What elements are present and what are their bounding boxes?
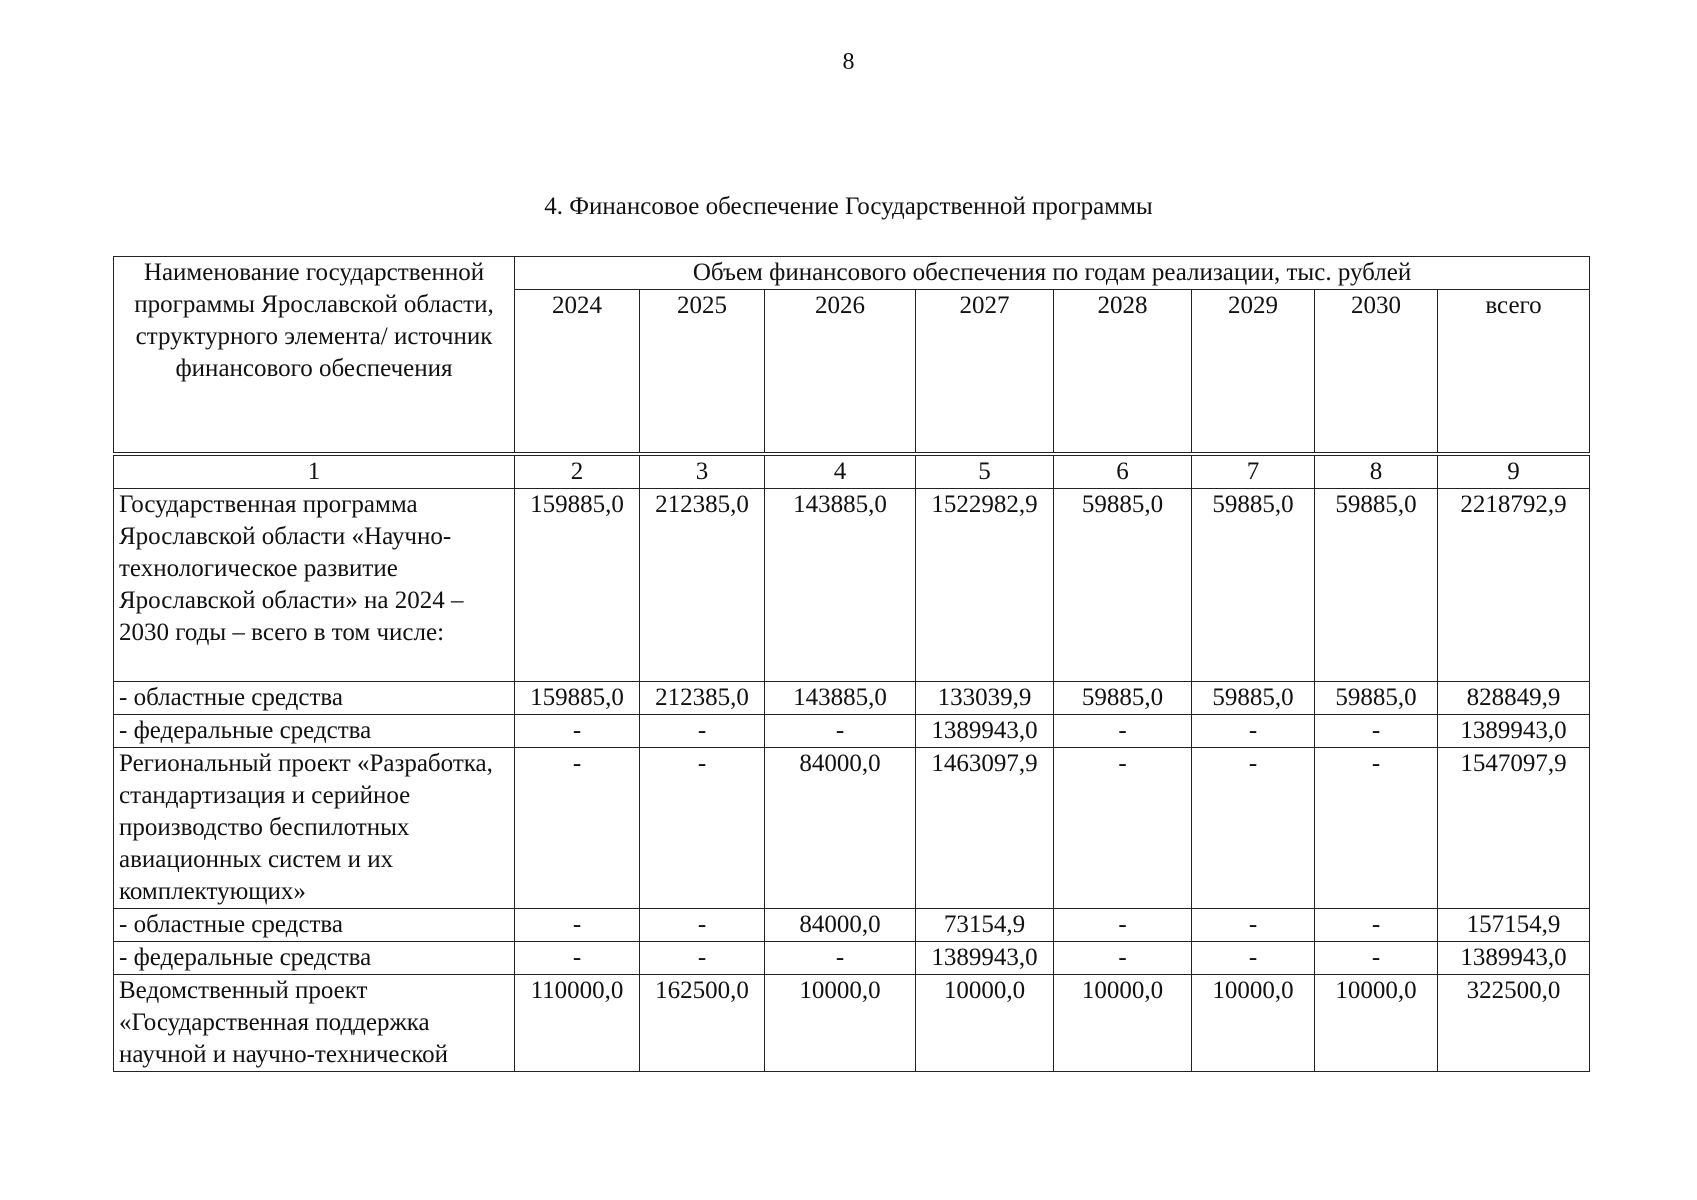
value-cell: 59885,0: [1315, 682, 1438, 715]
table-row: [114, 942, 1590, 975]
total-cell: 157154,9: [1438, 909, 1590, 942]
column-number-cell: 2: [515, 454, 640, 489]
section-title: 4. Финансовое обеспечение Государственной программы: [544, 193, 1153, 220]
value-cell: 159885,0: [515, 489, 640, 682]
value-cell: 1463097,9: [916, 748, 1054, 909]
year-cell: 2025: [640, 290, 765, 455]
header-row: [114, 257, 1590, 290]
value-cell: 59885,0: [1054, 682, 1192, 715]
row-name-cell: - областные средства: [114, 682, 515, 715]
value-cell: 162500,0: [640, 975, 765, 1072]
column-number-cell: 1: [114, 454, 515, 489]
value-cell: 59885,0: [1054, 489, 1192, 682]
value-cell: 59885,0: [1315, 489, 1438, 682]
financing-table: [113, 256, 1590, 1072]
row-name-cell: - областные средства: [114, 909, 515, 942]
value-cell: 59885,0: [1192, 682, 1315, 715]
value-cell: -: [1315, 748, 1438, 909]
value-cell: 84000,0: [765, 748, 916, 909]
table-row: [114, 682, 1590, 715]
value-cell: -: [765, 942, 916, 975]
value-cell: -: [640, 748, 765, 909]
column-numbers-row: [114, 454, 1590, 489]
value-cell: -: [515, 909, 640, 942]
total-cell: 322500,0: [1438, 975, 1590, 1072]
value-cell: 10000,0: [765, 975, 916, 1072]
value-cell: 59885,0: [1192, 489, 1315, 682]
value-cell: -: [1054, 942, 1192, 975]
value-cell: 1389943,0: [916, 942, 1054, 975]
value-cell: -: [640, 942, 765, 975]
value-cell: -: [1054, 909, 1192, 942]
value-cell: 10000,0: [1054, 975, 1192, 1072]
value-cell: 143885,0: [765, 682, 916, 715]
value-cell: 10000,0: [916, 975, 1054, 1072]
value-cell: 1522982,9: [916, 489, 1054, 682]
value-cell: 1389943,0: [916, 715, 1054, 748]
header-name-cell: Наименование государственной программы Ярославской области, структурного элемента/ источник финансового обеспечения: [114, 257, 515, 455]
year-cell: 2029: [1192, 290, 1315, 455]
year-total-cell: всего: [1438, 290, 1590, 455]
total-cell: 1389943,0: [1438, 715, 1590, 748]
table-row: [114, 909, 1590, 942]
column-number-cell: 8: [1315, 454, 1438, 489]
row-name-cell: Региональный проект «Разработка, стандартизация и серийное производство беспилотных авиационных систем и их комплектующих»: [114, 748, 515, 909]
header-volume-cell: Объем финансового обеспечения по годам реализации, тыс. рублей: [515, 257, 1590, 290]
row-name-cell: Ведомственный проект «Государственная поддержка научной и научно-технической: [114, 975, 515, 1072]
value-cell: -: [765, 715, 916, 748]
value-cell: -: [640, 909, 765, 942]
column-number-cell: 4: [765, 454, 916, 489]
year-cell: 2030: [1315, 290, 1438, 455]
value-cell: 84000,0: [765, 909, 916, 942]
value-cell: -: [1192, 942, 1315, 975]
value-cell: -: [1054, 748, 1192, 909]
row-name-cell: - федеральные средства: [114, 942, 515, 975]
value-cell: 10000,0: [1315, 975, 1438, 1072]
value-cell: -: [515, 942, 640, 975]
column-number-cell: 7: [1192, 454, 1315, 489]
value-cell: -: [515, 748, 640, 909]
total-cell: 1389943,0: [1438, 942, 1590, 975]
column-number-cell: 9: [1438, 454, 1590, 489]
year-cell: 2027: [916, 290, 1054, 455]
total-cell: 1547097,9: [1438, 748, 1590, 909]
value-cell: 212385,0: [640, 682, 765, 715]
table-row: [114, 715, 1590, 748]
row-name-cell: Государственная программа Ярославской области «Научно-технологическое развитие Ярославской области» на 2024 – 2030 годы – всего в том числе:: [114, 489, 515, 682]
value-cell: 143885,0: [765, 489, 916, 682]
value-cell: -: [1192, 715, 1315, 748]
column-number-cell: 5: [916, 454, 1054, 489]
table-row: [114, 489, 1590, 682]
value-cell: -: [1054, 715, 1192, 748]
value-cell: 159885,0: [515, 682, 640, 715]
table-row: [114, 748, 1590, 909]
total-cell: 828849,9: [1438, 682, 1590, 715]
total-cell: 2218792,9: [1438, 489, 1590, 682]
column-number-cell: 6: [1054, 454, 1192, 489]
value-cell: -: [1192, 748, 1315, 909]
page-number: 8: [842, 49, 855, 75]
value-cell: 212385,0: [640, 489, 765, 682]
year-cell: 2024: [515, 290, 640, 455]
value-cell: -: [1315, 715, 1438, 748]
row-name-cell: - федеральные средства: [114, 715, 515, 748]
value-cell: -: [515, 715, 640, 748]
value-cell: -: [1192, 909, 1315, 942]
value-cell: 73154,9: [916, 909, 1054, 942]
year-cell: 2026: [765, 290, 916, 455]
table-row: [114, 975, 1590, 1072]
value-cell: -: [1315, 909, 1438, 942]
year-cell: 2028: [1054, 290, 1192, 455]
value-cell: -: [640, 715, 765, 748]
value-cell: 110000,0: [515, 975, 640, 1072]
value-cell: -: [1315, 942, 1438, 975]
value-cell: 133039,9: [916, 682, 1054, 715]
column-number-cell: 3: [640, 454, 765, 489]
value-cell: 10000,0: [1192, 975, 1315, 1072]
